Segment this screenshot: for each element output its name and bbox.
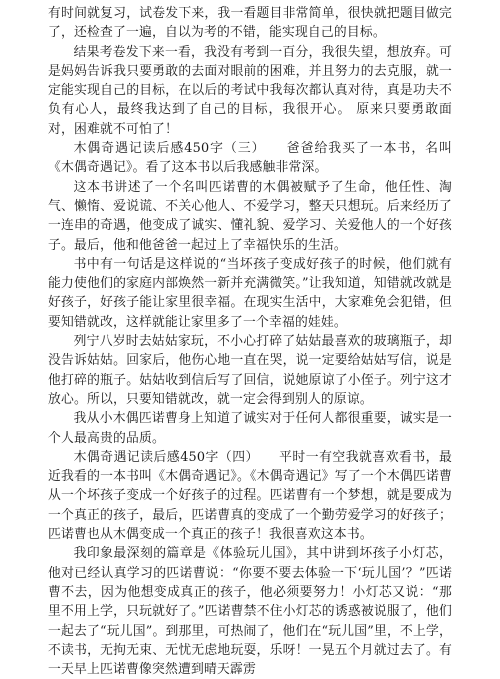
paragraph-6: 列宁八岁时去姑姑家玩，不小心打碎了姑姑最喜欢的玻璃瓶子，却没告诉姑姑。回家后，他伤心地一直在哭，说一定要给姑姑写信，说是他打碎的瓶子。姑姑收到信后写了回信，说她原谅了小侄子。列宁这才放心。所以，只要知错就改，就一定会得到别人的原谅。 (48, 334, 452, 407)
paragraph-9: 我印象最深刻的篇章是《体验玩儿国》，其中讲到坏孩子小灯芯，他对已经认真学习的匹诺曹说：“你要不要去体验一下‘玩儿国’？”匹诺曹不去，因为他想变成真正的孩子，他必须要努力！小灯芯又说：“那里不用上学，只玩就好了。”匹诺曹禁不住小灯芯的诱惑被说服了，他们一起去了“玩儿国”。到那里，可热闹了，他们在“玩儿国”里，不上学，不读书，无拘无束、无忧无虑地玩耍，乐呀！一晃五个月就过去了。有一天早上匹诺曹像突然遭到晴天霹雳 (48, 546, 452, 678)
paragraph-4: 这本书讲述了一个名叫匹诺曹的木偶被赋予了生命，他任性、淘气、懒惰、爱说谎、不关心他人、不爱学习，整天只想玩。后来经历了一连串的奇遇，他变成了诚实、懂礼貌、爱学习、关爱他人的一个好孩子。最后，他和他爸爸一起过上了幸福快乐的生活。 (48, 179, 452, 253)
paragraph-3: 木偶奇遇记读后感450字（三） 爸爸给我买了一本书，名叫《木偶奇遇记》。看了这本书以后我感触非常深。 (48, 141, 452, 176)
paragraph-1: 有时间就复习，试卷发下来，我一看题目非常简单，很快就把题目做完了，还检查了一遍，自以为考的不错，能实现自己的目标。 (48, 6, 452, 41)
paragraph-5: 书中有一句话是这样说的“当坏孩子变成好孩子的时候，他们就有能力使他们的家庭内部焕然一新并充满微笑。”让我知道，知错就改就是好孩子，好孩子能让家里很幸福。在现实生活中，大家难免会犯错，但要知错就改，这样就能让家里多了一个幸福的娃娃。 (48, 256, 452, 330)
paragraph-2: 结果考卷发下来一看，我没有考到一百分，我很失望，想放弃。可是妈妈告诉我只要勇敢的去面对眼前的困难，并且努力的去克服，就一定能实现自己的目标，在以后的考试中我每次都认真对待，真是功夫不负有心人，最终我达到了自己的目标，我很开心。 原来只要勇敢面对，困难就不可怕了！ (48, 44, 452, 137)
paragraph-7: 我从小木偶匹诺曹身上知道了诚实对于任何人都很重要，诚实是一个人最高贵的品质。 (48, 411, 452, 446)
paragraph-8: 木偶奇遇记读后感450字（四） 平时一有空我就喜欢看书，最近我看的一本书叫《木偶奇遇记》。《木偶奇遇记》写了一个木偶匹诺曹从一个坏孩子变成一个好孩子的过程。匹诺曹有一个梦想，就是要成为一个真正的孩子，最后，匹诺曹真的变成了一个勤劳爱学习的好孩子；匹诺曹也从木偶变成一个真正的孩子！我很喜欢这本书。 (48, 449, 452, 543)
